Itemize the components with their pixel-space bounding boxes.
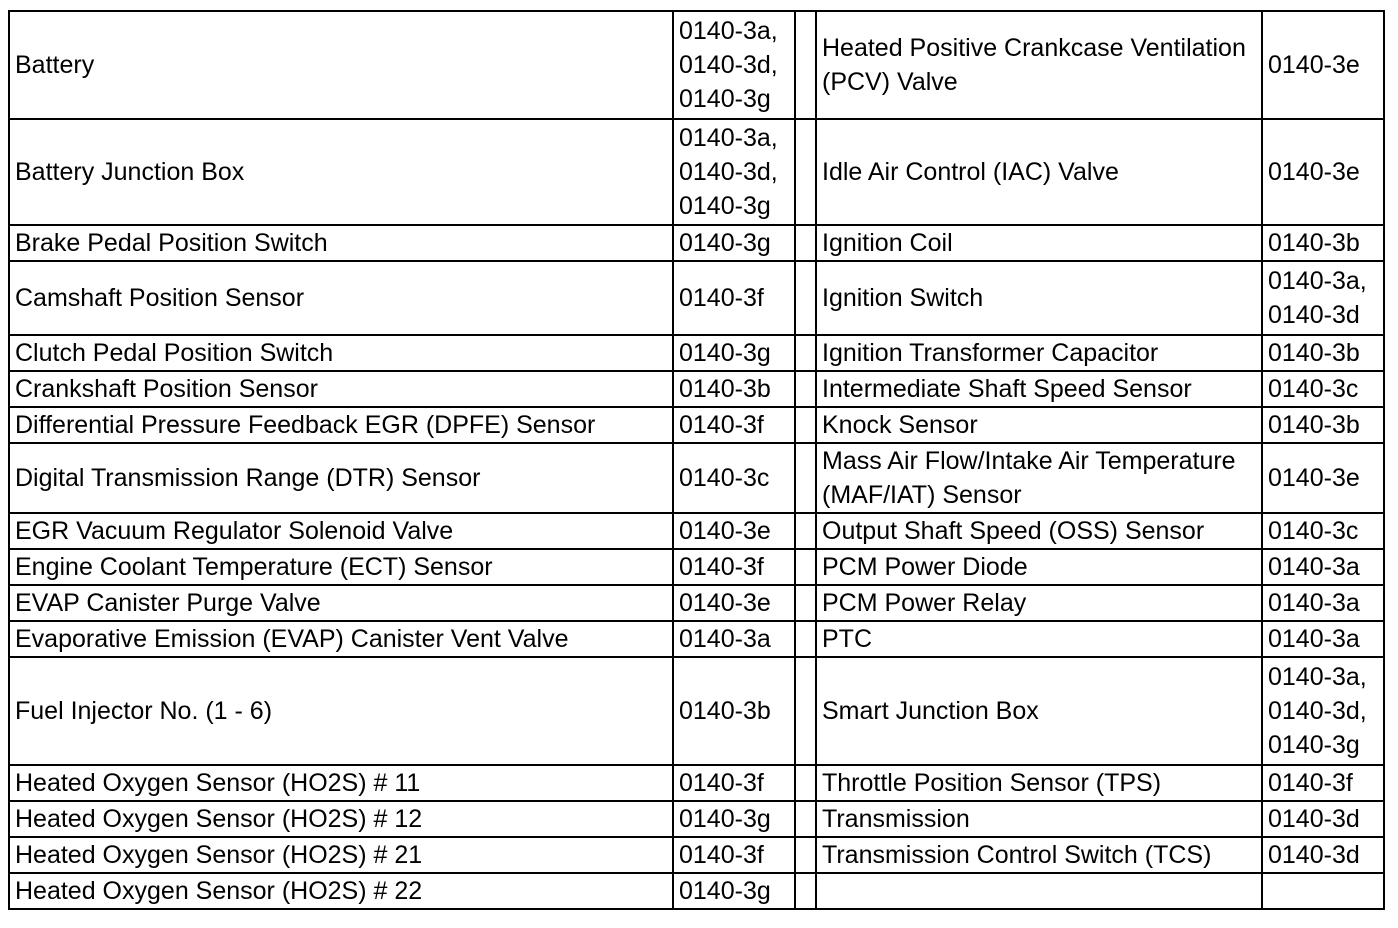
component-name-cell: Heated Oxygen Sensor (HO2S) # 22 [9, 873, 673, 909]
component-name-cell: Idle Air Control (IAC) Valve [816, 119, 1262, 225]
reference-line: 0140-3a, [1268, 267, 1367, 295]
spacer-cell [795, 873, 816, 909]
reference-cell [1262, 11, 1384, 119]
component-name-cell: Ignition Transformer Capacitor [816, 335, 1262, 371]
reference-cell [673, 549, 795, 585]
table-row [9, 443, 1384, 513]
component-name-cell: Fuel Injector No. (1 - 6) [9, 657, 673, 765]
component-name-cell: Crankshaft Position Sensor [9, 371, 673, 407]
table-row [9, 371, 1384, 407]
component-name-cell: PCM Power Relay [816, 585, 1262, 621]
reference-line: 0140-3c [1268, 375, 1359, 403]
component-name-cell: Throttle Position Sensor (TPS) [816, 765, 1262, 801]
reference-cell [1262, 765, 1384, 801]
component-name-cell [816, 873, 1262, 909]
reference-line: 0140-3c [1268, 517, 1359, 545]
reference-cell [1262, 371, 1384, 407]
component-name-cell: Output Shaft Speed (OSS) Sensor [816, 513, 1262, 549]
spacer-cell [795, 371, 816, 407]
reference-cell [673, 801, 795, 837]
reference-line: 0140-3f [679, 841, 764, 869]
spacer-cell [795, 119, 816, 225]
component-name-cell: Engine Coolant Temperature (ECT) Sensor [9, 549, 673, 585]
component-name-cell: Knock Sensor [816, 407, 1262, 443]
reference-cell [673, 407, 795, 443]
reference-cell [673, 443, 795, 513]
table-row [9, 765, 1384, 801]
spacer-cell [795, 225, 816, 261]
reference-cell [673, 765, 795, 801]
component-name-cell: Brake Pedal Position Switch [9, 225, 673, 261]
reference-line: 0140-3d [1268, 841, 1360, 869]
reference-cell [673, 261, 795, 335]
component-name-cell: Battery [9, 11, 673, 119]
reference-line: 0140-3g [1268, 731, 1360, 759]
component-name-cell: Mass Air Flow/Intake Air Temperature (MAF/IAT) Sensor [816, 443, 1262, 513]
reference-line: 0140-3d, [679, 51, 778, 79]
reference-line: 0140-3c [679, 464, 770, 492]
reference-cell [1262, 443, 1384, 513]
reference-line: 0140-3b [679, 697, 771, 725]
spacer-cell [795, 261, 816, 335]
reference-cell [673, 621, 795, 657]
component-name-cell: Heated Oxygen Sensor (HO2S) # 21 [9, 837, 673, 873]
component-name-cell: PCM Power Diode [816, 549, 1262, 585]
table-row [9, 513, 1384, 549]
table-row [9, 549, 1384, 585]
spacer-cell [795, 11, 816, 119]
component-name-cell: Digital Transmission Range (DTR) Sensor [9, 443, 673, 513]
spacer-cell [795, 335, 816, 371]
table-row [9, 873, 1384, 909]
reference-line: 0140-3e [1268, 158, 1360, 186]
spacer-cell [795, 657, 816, 765]
reference-line: 0140-3a, [679, 17, 778, 45]
table-row [9, 621, 1384, 657]
reference-cell [1262, 801, 1384, 837]
table-row [9, 657, 1384, 765]
reference-line: 0140-3a [1268, 625, 1360, 653]
component-name-cell: Intermediate Shaft Speed Sensor [816, 371, 1262, 407]
spacer-cell [795, 513, 816, 549]
reference-line: 0140-3b [1268, 229, 1360, 257]
reference-cell [673, 225, 795, 261]
reference-line: 0140-3g [679, 877, 771, 905]
spacer-cell [795, 837, 816, 873]
reference-cell [673, 657, 795, 765]
table-row [9, 407, 1384, 443]
reference-line: 0140-3f [679, 411, 764, 439]
reference-cell [1262, 335, 1384, 371]
table-row [9, 119, 1384, 225]
reference-cell [1262, 585, 1384, 621]
reference-cell [1262, 873, 1384, 909]
reference-cell [1262, 513, 1384, 549]
reference-cell [673, 119, 795, 225]
table-row [9, 261, 1384, 335]
table-row [9, 335, 1384, 371]
reference-cell [673, 873, 795, 909]
reference-line: 0140-3e [679, 517, 771, 545]
reference-line: 0140-3b [679, 375, 771, 403]
reference-cell [1262, 261, 1384, 335]
component-location-table [8, 10, 1385, 910]
reference-cell [673, 837, 795, 873]
table-row [9, 225, 1384, 261]
reference-line: 0140-3g [679, 805, 771, 833]
reference-line: 0140-3g [679, 192, 771, 220]
component-name-cell: Heated Oxygen Sensor (HO2S) # 12 [9, 801, 673, 837]
reference-cell [673, 513, 795, 549]
reference-line: 0140-3e [679, 589, 771, 617]
reference-cell [1262, 549, 1384, 585]
spacer-cell [795, 585, 816, 621]
reference-line: 0140-3a [1268, 589, 1360, 617]
reference-cell [673, 335, 795, 371]
component-name-cell: EVAP Canister Purge Valve [9, 585, 673, 621]
reference-line: 0140-3d [1268, 805, 1360, 833]
component-name-cell: Evaporative Emission (EVAP) Canister Vent Valve [9, 621, 673, 657]
component-name-cell: Heated Positive Crankcase Ventilation (PCV) Valve [816, 11, 1262, 119]
reference-line: 0140-3a, [679, 124, 778, 152]
component-name-cell: Differential Pressure Feedback EGR (DPFE) Sensor [9, 407, 673, 443]
reference-line: 0140-3e [1268, 51, 1360, 79]
reference-line: 0140-3b [1268, 339, 1360, 367]
table-row [9, 585, 1384, 621]
reference-cell [673, 371, 795, 407]
reference-line: 0140-3d, [679, 158, 778, 186]
reference-cell [1262, 119, 1384, 225]
reference-line: 0140-3g [679, 85, 771, 113]
component-name-cell: Transmission [816, 801, 1262, 837]
reference-cell [1262, 621, 1384, 657]
reference-cell [673, 585, 795, 621]
component-name-cell: EGR Vacuum Regulator Solenoid Valve [9, 513, 673, 549]
reference-line: 0140-3b [1268, 411, 1360, 439]
reference-cell [1262, 225, 1384, 261]
component-name-cell: Camshaft Position Sensor [9, 261, 673, 335]
table-row [9, 801, 1384, 837]
component-name-cell: Battery Junction Box [9, 119, 673, 225]
spacer-cell [795, 621, 816, 657]
reference-line: 0140-3a [1268, 553, 1360, 581]
spacer-cell [795, 407, 816, 443]
spacer-cell [795, 801, 816, 837]
reference-cell [1262, 407, 1384, 443]
reference-line: 0140-3d, [1268, 697, 1367, 725]
reference-cell [1262, 837, 1384, 873]
reference-line: 0140-3a, [1268, 663, 1367, 691]
spacer-cell [795, 765, 816, 801]
reference-line: 0140-3f [1268, 769, 1353, 797]
reference-line: 0140-3e [1268, 464, 1360, 492]
component-name-cell: Clutch Pedal Position Switch [9, 335, 673, 371]
component-name-cell: Ignition Coil [816, 225, 1262, 261]
component-name-cell: Heated Oxygen Sensor (HO2S) # 11 [9, 765, 673, 801]
table-row [9, 837, 1384, 873]
spacer-cell [795, 443, 816, 513]
table-row [9, 11, 1384, 119]
reference-cell [1262, 657, 1384, 765]
reference-line: 0140-3f [679, 553, 764, 581]
component-name-cell: Smart Junction Box [816, 657, 1262, 765]
reference-line: 0140-3a [679, 625, 771, 653]
reference-cell [673, 11, 795, 119]
component-name-cell: PTC [816, 621, 1262, 657]
reference-line: 0140-3g [679, 229, 771, 257]
component-name-cell: Ignition Switch [816, 261, 1262, 335]
spacer-cell [795, 549, 816, 585]
reference-line: 0140-3f [679, 769, 764, 797]
reference-line: 0140-3f [679, 284, 764, 312]
reference-line: 0140-3g [679, 339, 771, 367]
reference-line: 0140-3d [1268, 301, 1360, 329]
component-name-cell: Transmission Control Switch (TCS) [816, 837, 1262, 873]
